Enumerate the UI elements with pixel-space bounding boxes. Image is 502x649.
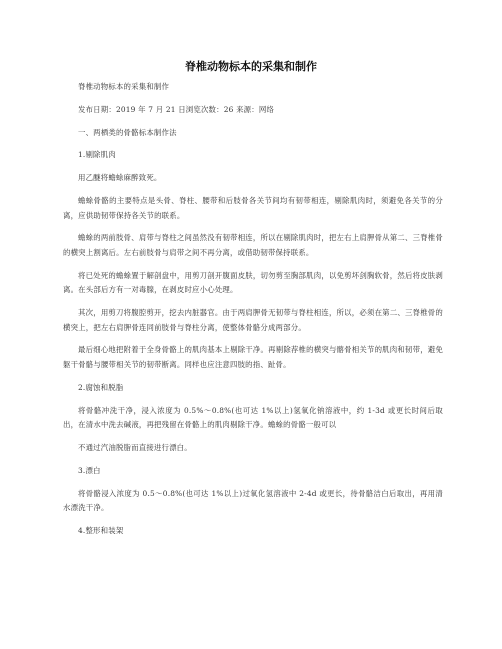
- section-heading: 一、两栖类的骨骼标本制作法: [78, 127, 177, 137]
- paragraph: 将骨骼冲洗干净，浸入浓度为 0.5%～0.8%(也可达 1%以上)氢氧化钠溶液中，约 1-3d 或更长时间后取出，在清水中洗去碱液，再把残留在骨骼上的肌肉剔除干净。蟾蜍的骨骼一般可以: [63, 405, 443, 430]
- document-body: [63, 80, 443, 547]
- paragraph: 蟾蜍的两前肢骨、肩带与脊柱之间虽然没有韧带相连，所以在剔除肌肉时，把左右上肩胛骨从第二、三脊椎骨的横突上割离后。左右前肢骨与肩带之间不再分离，或借助韧带保持联系。: [63, 233, 443, 257]
- paragraph: 用乙醚将蟾蜍麻醉致死。: [78, 173, 162, 183]
- step-heading: 4.整形和装架: [78, 525, 124, 535]
- paragraph: 最后细心地把附着于全身骨骼上的肌肉基本上剔除干净。再剔除荐椎的横突与髂骨相关节的肌肉和韧带，避免躯干骨骼与腰带相关节的韧带断离。同样也应注意四肢的指、趾骨。: [63, 345, 443, 369]
- paragraph: 蟾蜍骨骼的主要特点是头骨、脊柱、腰带和后肢骨各关节间均有韧带相连，剔除肌肉时，须避免各关节的分离，应供助韧带保持各关节的联系。: [63, 195, 443, 220]
- paragraph: 将已处死的蟾蜍置于解剖盘中，用剪刀剖开腹面皮肤，切勿剪至胸部肌肉，以免剪坏剑胸软骨，然后将皮肤剥离。在头部后方有一对毒腺，在剥皮时应小心处理。: [63, 270, 443, 295]
- step-heading: 3.漂白: [78, 465, 101, 475]
- step-heading: 2.腐蚀和脱脂: [78, 382, 124, 392]
- step-heading: 1.剔除肌肉: [78, 150, 116, 160]
- document-subtitle: 脊椎动物标本的采集和制作: [78, 82, 170, 91]
- paragraph: 不通过汽油脱脂而直接进行漂白。: [78, 442, 192, 452]
- paragraph: 将骨骼浸入浓度为 0.5～0.8%(也可达 1%以上)过氧化氢溶液中 2-4d 或更长，待骨骼洁白后取出，再用清水漂洗干净。: [63, 488, 443, 513]
- document-meta: 发布日期：2019 年 7 月 21 日浏览次数：26 来源：网络: [78, 104, 275, 114]
- paragraph: 其次，用剪刀将腹腔剪开，挖去内脏器官。由于两肩胛骨无韧带与脊柱相连，所以，必须在第二、三脊椎骨的横突上，把左右肩胛骨连同前肢骨与脊柱分离，使整体骨骼分成两部分。: [63, 308, 443, 332]
- document-title: 脊椎动物标本的采集和制作: [185, 60, 317, 73]
